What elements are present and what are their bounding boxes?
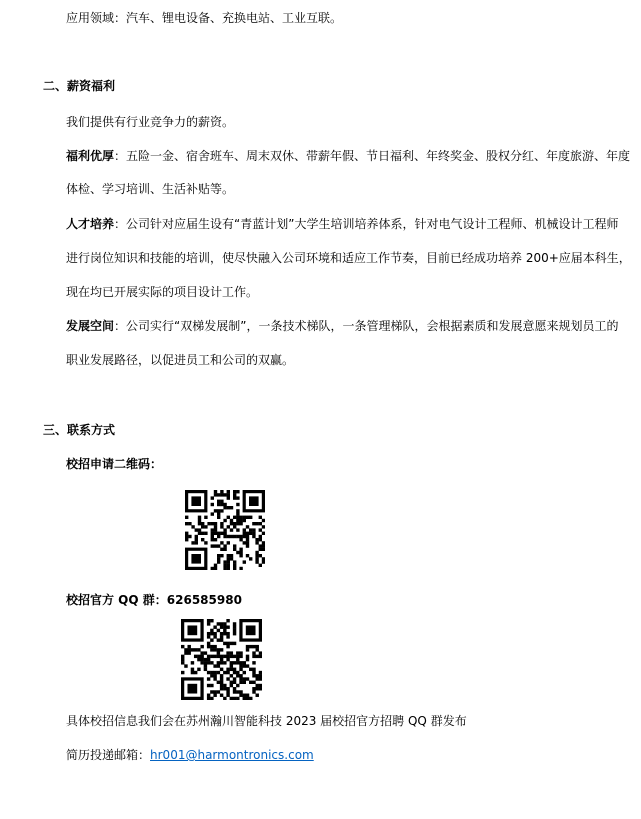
development-label: 发展空间: [66, 319, 115, 333]
contact-section-heading: 三、联系方式: [43, 423, 116, 437]
training-text-1: ：公司针对应届生设有“青蓝计划”大学生培训培养体系，针对电气设计工程师、机械设计工程师: [114, 217, 619, 231]
development-line-1: [66, 318, 618, 334]
campus-info-line: 具体校招信息我们会在苏州瀚川智能科技 2023 届校招官方招聘 QQ 群发布: [66, 714, 467, 728]
qr-label: 校招申请二维码：: [66, 457, 163, 471]
email-label: 简历投递邮箱：: [66, 748, 151, 762]
salary-section-heading: 二、薪资福利: [43, 79, 116, 93]
email-line: [66, 747, 314, 763]
benefits-text-1: 五险一金、宿舍班车、周末双休、带薪年假、节日福利、年终奖金、股权分红、年度旅游、年度: [126, 149, 631, 163]
qq-group-number: 626585980: [166, 593, 242, 607]
development-text-1: ：公司实行“双梯发展制”，一条技术梯队，一条管理梯队，会根据素质和发展意愿来规划员工的: [114, 319, 619, 333]
qq-group-qr-code-icon: [181, 619, 262, 700]
training-line-3: 现在均已开展实际的项目设计工作。: [66, 285, 259, 299]
qq-group-label: 校招官方 QQ 群：: [66, 593, 167, 607]
benefits-line-2: 体检、学习培训、生活补贴等。: [66, 182, 235, 196]
salary-intro: 我们提供有行业竞争力的薪资。: [66, 115, 235, 129]
qq-group-line: [66, 592, 242, 608]
application-areas-line: 应用领域：汽车、锂电设备、充换电站、工业互联。: [66, 11, 343, 25]
training-line-2: 进行岗位知识和技能的培训，使尽快融入公司环境和适应工作节奏，目前已经成功培养 200+应届本科生，: [66, 251, 631, 265]
development-line-2: 职业发展路径，以促进员工和公司的双赢。: [66, 353, 295, 367]
benefits-label: 福利优厚: [66, 149, 115, 163]
application-qr-code-icon: [185, 490, 265, 570]
training-line-1: [66, 216, 618, 232]
training-label: 人才培养: [66, 217, 115, 231]
benefits-line-1: [66, 148, 630, 164]
benefits-colon: ：: [114, 149, 127, 163]
email-link[interactable]: hr001@harmontronics.com: [150, 748, 314, 762]
